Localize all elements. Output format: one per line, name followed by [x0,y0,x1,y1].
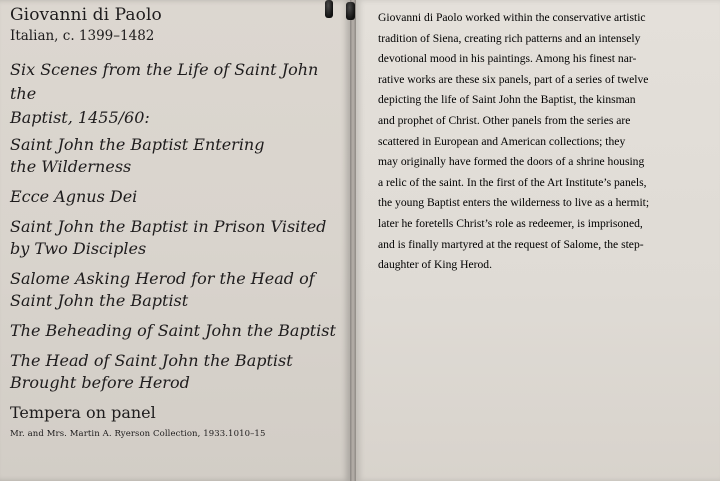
description-line: later he foretells Christ’s role as redeemer, is imprisoned, [378,216,643,230]
description-line: tradition of Siena, creating rich patterns and an intensely [378,31,641,45]
label-card-left [0,0,350,481]
scene-title [10,216,342,260]
description-text [378,8,706,276]
description-line: depicting the life of Saint John the Baptist, the kinsman [378,93,636,107]
scene-title-line: Salome Asking Herod for the Head of [10,269,315,288]
scene-title [10,134,342,178]
scene-title [10,268,342,312]
scene-title-line: by Two Disciples [10,239,147,258]
scene-title-line: Saint John the Baptist Entering [10,135,265,154]
credit-line: Mr. and Mrs. Martin A. Ryerson Collection, 1933.1010–15 [10,429,266,439]
scene-title-line: The Beheading of Saint John the Baptist [10,321,336,340]
scene-title [10,320,342,342]
description-line: daughter of King Herod. [378,258,492,272]
scene-title-line: the Wilderness [10,157,132,176]
artist-name: Giovanni di Paolo [10,5,162,25]
scene-title-line: Ecce Agnus Dei [10,187,138,206]
mounting-pin [346,2,355,20]
medium: Tempera on panel [10,403,156,422]
description-line: a relic of the saint. In the first of the Art Institute’s panels, [378,175,647,189]
description-line: may originally have formed the doors of a shrine housing [378,155,645,169]
scene-title-line: The Head of Saint John the Baptist [10,351,293,370]
scene-title [10,350,342,394]
description-line: devotional mood in his paintings. Among his finest nar- [378,52,637,66]
object-label [10,4,342,440]
description-line: Giovanni di Paolo worked within the conservative artistic [378,11,646,24]
description-line: and prophet of Christ. Other panels from the series are [378,113,631,127]
series-title-line: Six Scenes from the Life of Saint John the [10,60,319,103]
description-line: rative works are these six panels, part of a series of twelve [378,72,649,86]
scene-title-line: Saint John the Baptist [10,291,189,310]
scene-title-line: Brought before Herod [10,373,190,392]
description-line: scattered in European and American collections; they [378,134,626,148]
series-title [10,58,342,130]
description-line: the young Baptist enters the wilderness to live as a hermit; [378,196,650,210]
artist-nationality-dates: Italian, c. 1399–1482 [10,28,155,44]
mounting-pin [325,0,333,18]
description-line: and is finally martyred at the request of Salome, the step- [378,237,644,251]
series-title-line: Baptist, 1455/60: [10,108,150,127]
scene-title [10,186,342,208]
scene-title-line: Saint John the Baptist in Prison Visited [10,217,327,236]
